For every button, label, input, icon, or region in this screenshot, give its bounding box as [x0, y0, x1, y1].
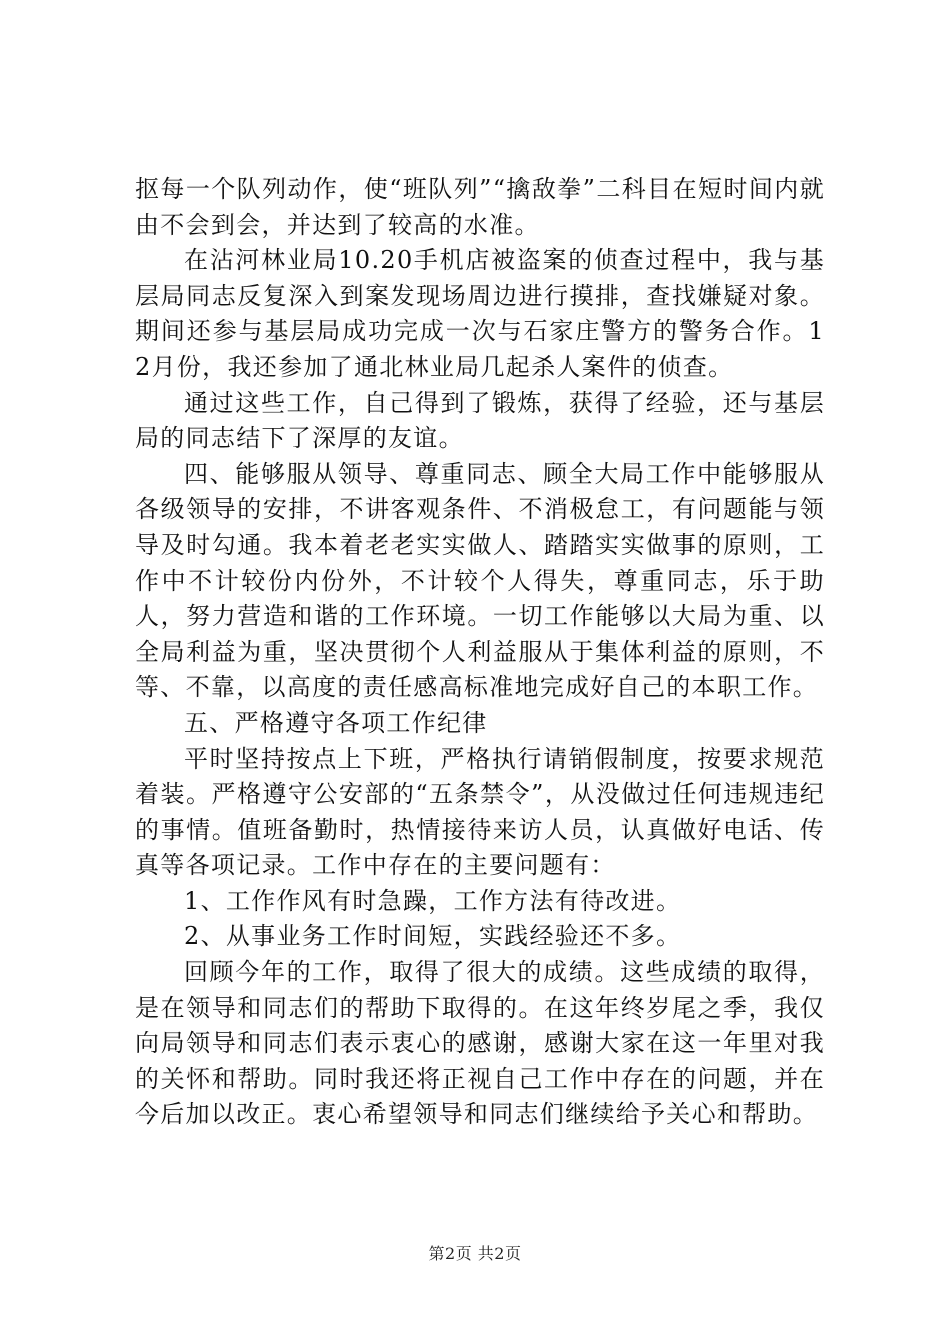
paragraph: 在沾河林业局10.20手机店被盗案的侦查过程中，我与基层局同志反复深入到案发现场周边进行摸排，查找嫌疑对象。期间还参与基层局成功完成一次与石家庄警方的警务合作。12月份，我还参加了通北林业局几起杀人案件的侦查。 — [135, 246, 825, 381]
list-item: 1、工作作风有时急躁，工作方法有待改进。 — [184, 886, 682, 915]
paragraph: 回顾今年的工作，取得了很大的成绩。这些成绩的取得，是在领导和同志们的帮助下取得的。在这年终岁尾之季，我仅向局领导和同志们表示衷心的感谢，感谢大家在这一年里对我的关怀和帮助。同时我还将正视自己工作中存在的问题，并在今后加以改正。衷心希望领导和同志们继续给予关心和帮助。 — [135, 958, 825, 1129]
page-footer: 第2页 共2页 — [428, 1244, 522, 1263]
document-body — [135, 172, 825, 1133]
paragraph: 四、能够服从领导、尊重同志、顾全大局工作中能够服从各级领导的安排，不讲客观条件、不消极怠工，有问题能与领导及时勾通。我本着老老实实做人、踏踏实实做事的原则，工作中不计较份内份外，不计较个人得失，尊重同志，乐于助人，努力营造和谐的工作环境。一切工作能够以大局为重、以全局利益为重，坚决贯彻个人利益服从于集体利益的原则，不等、不靠，以高度的责任感高标准地完成好自己的本职工作。 — [135, 459, 825, 702]
paragraph: 平时坚持按点上下班，严格执行请销假制度，按要求规范着装。严格遵守公安部的“五条禁令”，从没做过任何违规违纪的事情。值班备勤时，热情接待来访人员，认真做好电话、传真等各项记录。工作中存在的主要问题有： — [135, 744, 825, 880]
paragraph: 抠每一个队列动作，使“班队列”“擒敌拳”二科目在短时间内就由不会到会，并达到了较高的水准。 — [135, 175, 825, 239]
paragraph: 通过这些工作，自己得到了锻炼，获得了经验，还与基层局的同志结下了深厚的友谊。 — [135, 388, 825, 453]
section-heading: 五、严格遵守各项工作纪律 — [184, 708, 488, 737]
list-item: 2、从事业务工作时间短，实践经验还不多。 — [184, 922, 682, 951]
